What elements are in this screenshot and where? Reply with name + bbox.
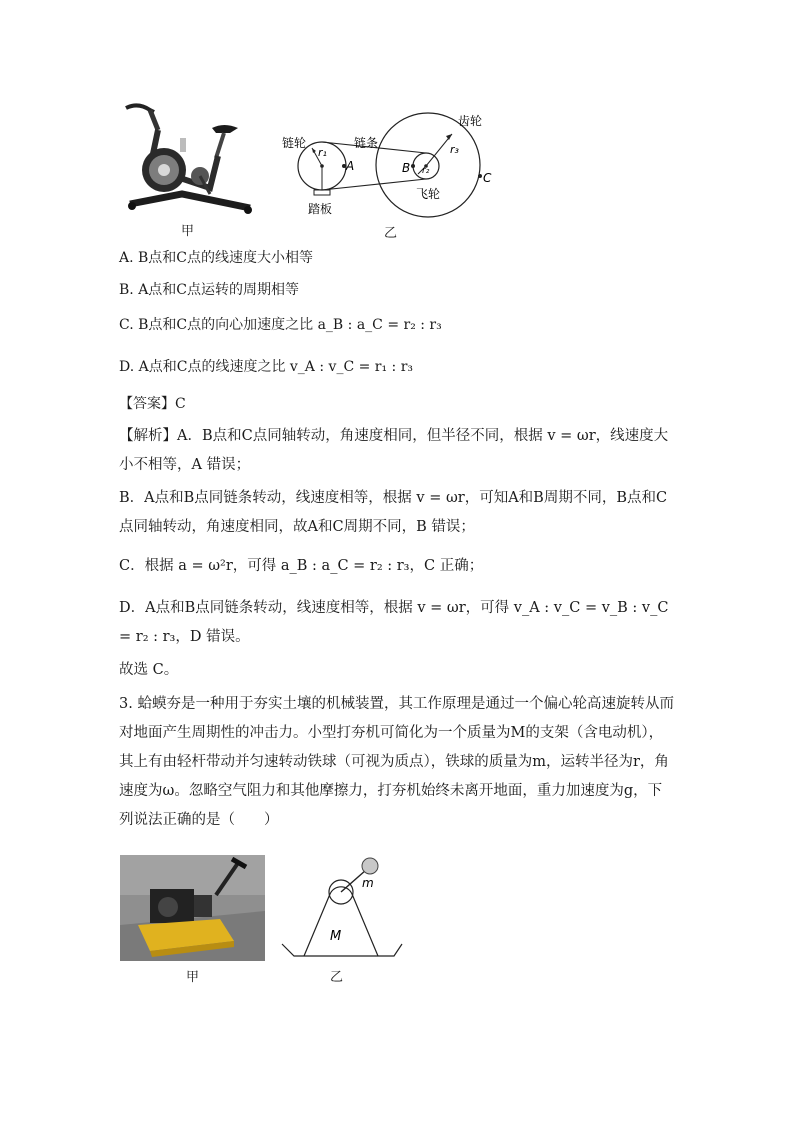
analysis-conclusion: 故选 C。 [119, 662, 179, 678]
analysis-d: D．A点和B点同链条转动，线速度相等，根据 v = ωr，可得 v_A : v_C = v_B : v_C = r₂ : r₃，D 错误。 [119, 600, 669, 645]
answer-tag: 【答案】 [119, 396, 175, 412]
tamper-photo [120, 855, 265, 961]
label-pedal: 踏板 [308, 202, 333, 216]
label-r2: r₂ [422, 166, 430, 176]
analysis-c: C．根据 a = ω²r，可得 a_B : a_C = r₂ : r₃，C 正确； [119, 558, 484, 574]
figure2-caption-right: 乙 [330, 970, 344, 985]
label-B: B [402, 161, 411, 175]
figure1-caption-right: 乙 [384, 226, 398, 241]
question3 [119, 690, 675, 835]
exercise-bike-photo [120, 98, 260, 220]
analysis-a-text: A．B点和C点同轴转动，角速度相同，但半径不同，根据 v = ωr，线速度大小不相等，A 错误； [119, 428, 669, 473]
question3-text: 蛤蟆夯是一种用于夯实土壤的机械装置，其工作原理是通过一个偏心轮高速旋转从而对地面产生周期性的冲击力。小型打夯机可简化为一个质量为M的支架（含电动机），其上有由轻杆带动并匀速转动铁球（可视为质点），铁球的质量为m，运转半径为r，角速度为ω。忽略空气阻力和其他摩擦力，打夯机始终未离开地面，重力加速度为g，下列说法正确的是（ ） [119, 696, 674, 828]
label-chain: 链条 [354, 136, 379, 150]
option-d: D. A点和C点的线速度之比 v_A : v_C = r₁ : r₃ [119, 359, 414, 375]
gear-circle [376, 113, 483, 217]
chain-drive-diagram [278, 104, 494, 234]
analysis-tag: 【解析】 [119, 428, 177, 444]
tamper-diagram [278, 852, 406, 964]
label-sprocket: 链轮 [282, 136, 307, 150]
label-M: M [330, 929, 342, 944]
label-C: C [483, 171, 492, 185]
label-gear: 齿轮 [458, 114, 483, 128]
label-flywheel: 飞轮 [416, 187, 441, 201]
analysis-b: B．A点和B点同链条转动，线速度相等，根据 v = ωr，可知A和B周期不同，B点和C点同轴转动，角速度相同，故A和C周期不同，B 错误； [119, 490, 668, 535]
label-r3: r₃ [450, 143, 459, 156]
option-b: B. A点和C点运转的周期相等 [119, 282, 300, 298]
answer-line [119, 394, 186, 414]
answer-value: C [175, 396, 186, 412]
label-A: A [346, 159, 355, 173]
question3-number: 3. [119, 696, 133, 712]
figure1-caption-left: 甲 [181, 224, 195, 239]
analysis-a [119, 422, 675, 480]
option-a: A. B点和C点的线速度大小相等 [119, 250, 314, 266]
label-r1: r₁ [318, 146, 327, 159]
label-m: m [362, 876, 374, 890]
option-c: C. B点和C点的向心加速度之比 a_B : a_C = r₂ : r₃ [119, 317, 442, 333]
figure2-caption-left: 甲 [186, 970, 200, 985]
